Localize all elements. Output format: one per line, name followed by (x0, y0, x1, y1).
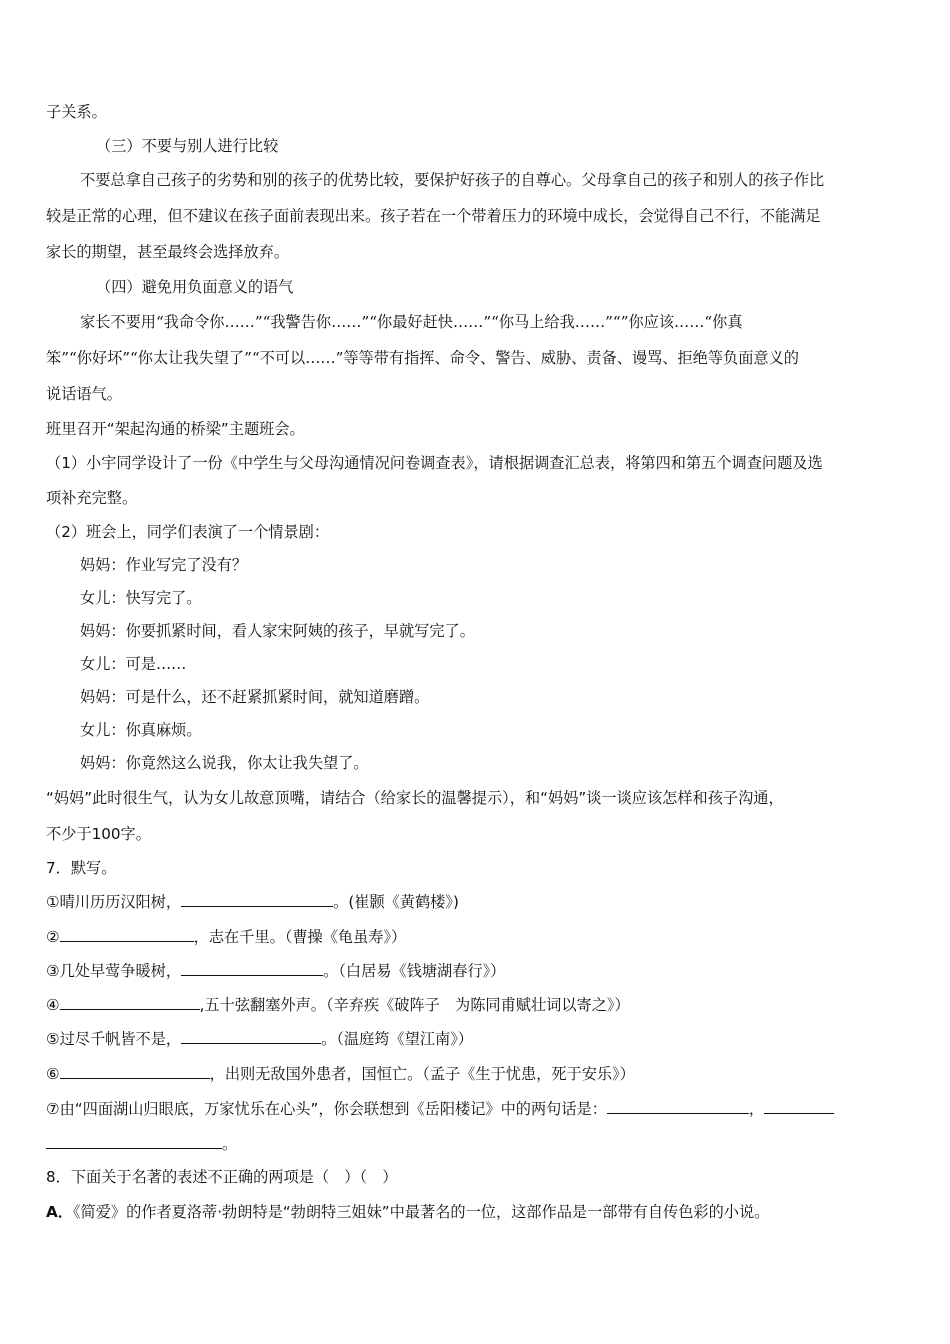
q6-part1-line-2: 项补充完整。 (46, 489, 138, 507)
option-a-label: A． (46, 1203, 73, 1221)
q8-title: 8．下面关于名著的表述不正确的两项是（ ）（ ） (46, 1168, 398, 1186)
para-4-line-2: 笨”“你好坏”“你太让我失望了”“不可以……”等等带有指挥、命令、警告、威胁、责备、谩骂、拒绝等负面意义的 (46, 349, 799, 367)
q7-item-3 (46, 959, 505, 982)
q6-task-line-2: 不少于100字。 (46, 825, 151, 843)
dialogue-line: 女儿：你真麻烦。 (80, 721, 202, 739)
answer-blank[interactable] (181, 1027, 321, 1044)
para-4-line-1: 家长不要用“我命令你……”“我警告你……”“你最好赶快……”“你马上给我……”“”你应该……“你真 (80, 313, 743, 331)
q7-item-1 (46, 890, 459, 913)
q7-item-7-end: 。 (222, 1135, 238, 1153)
q7-item-6-pre: ⑥ (46, 1065, 60, 1083)
para-3-line-1: 不要总拿自己孩子的劣势和别的孩子的优势比较，要保护好孩子的自尊心。父母拿自己的孩子和别人的孩子作比 (80, 171, 825, 189)
q7-item-5-post: 。（温庭筠《望江南》） (321, 1030, 473, 1048)
dialogue-line: 女儿：可是…… (80, 655, 187, 673)
para-3-line-3: 家长的期望，甚至最终会选择放弃。 (46, 243, 289, 261)
q7-title: 7．默写。 (46, 859, 117, 877)
q7-item-7 (46, 1097, 834, 1120)
para-4-line-3: 说话语气。 (46, 385, 122, 403)
answer-blank[interactable] (607, 1097, 749, 1114)
q7-item-7-cont (46, 1132, 237, 1155)
answer-blank[interactable] (764, 1097, 834, 1114)
q7-item-2-post: ，志在千里。（曹操《龟虽寿》） (193, 928, 407, 946)
q7-item-4-pre: ④ (46, 996, 60, 1014)
q7-item-6-post: ，出则无敌国外患者，国恒亡。（孟子《生于忧患，死于安乐》） (209, 1065, 635, 1083)
answer-blank[interactable] (60, 993, 200, 1010)
para-tail: 子关系。 (46, 103, 107, 121)
q6-intro: 班里召开“架起沟通的桥梁”主题班会。 (46, 420, 305, 438)
dialogue-line: 妈妈：作业写完了没有？ (80, 556, 248, 574)
q6-part2: （2）班会上，同学们表演了一个情景剧： (46, 523, 330, 541)
option-a-text: 《简爱》的作者夏洛蒂·勃朗特是“勃朗特三姐妹”中最著名的一位，这部作品是一部带有自传色彩的小说。 (72, 1203, 770, 1221)
q7-item-5-pre: ⑤过尽千帆皆不是， (46, 1030, 182, 1048)
q8-option-a[interactable] (46, 1201, 769, 1223)
q7-item-4-post: ,五十弦翻塞外声。（辛弃疾《破阵子 为陈同甫赋壮词以寄之》） (199, 996, 630, 1014)
answer-blank[interactable] (60, 1062, 210, 1079)
dialogue-line: 妈妈：你要抓紧时间，看人家宋阿姨的孩子，早就写完了。 (80, 622, 475, 640)
dialogue-line: 妈妈：你竟然这么说我，你太让我失望了。 (80, 754, 369, 772)
section-heading-3: （三）不要与别人进行比较 (96, 137, 279, 155)
dialogue-line: 妈妈：可是什么，还不赶紧抓紧时间，就知道磨蹭。 (80, 688, 430, 706)
dialogue-line: 女儿：快写完了。 (80, 589, 202, 607)
q7-item-1-post: 。(崔颢《黄鹤楼》) (333, 893, 459, 911)
q7-item-6 (46, 1062, 635, 1085)
answer-blank[interactable] (46, 1132, 222, 1149)
answer-blank[interactable] (181, 890, 333, 907)
q7-item-7-mid: ， (748, 1100, 765, 1118)
q6-part1-line-1: （1）小宇同学设计了一份《中学生与父母沟通情况问卷调查表》，请根据调查汇总表，将第四和第五个调查问题及选 (46, 454, 823, 472)
q7-item-2-pre: ② (46, 928, 60, 946)
answer-blank[interactable] (181, 959, 323, 976)
q7-item-4 (46, 993, 630, 1016)
section-heading-4: （四）避免用负面意义的语气 (96, 278, 294, 296)
q7-item-7-pre: ⑦由“四面湖山归眼底，万家忧乐在心头”，你会联想到《岳阳楼记》中的两句话是： (46, 1100, 607, 1118)
para-3-line-2: 较是正常的心理，但不建议在孩子面前表现出来。孩子若在一个带着压力的环境中成长，会觉得自己不行，不能满足 (46, 207, 821, 225)
q7-item-1-pre: ①晴川历历汉阳树， (46, 893, 182, 911)
q7-item-2 (46, 925, 406, 948)
q7-item-3-post: 。（白居易《钱塘湖春行》） (323, 962, 506, 980)
answer-blank[interactable] (60, 925, 194, 942)
q6-task-line-1: “妈妈”此时很生气，认为女儿故意顶嘴，请结合（给家长的温馨提示），和“妈妈”谈一谈应该怎样和孩子沟通， (46, 789, 784, 807)
q7-item-3-pre: ③几处早莺争暖树， (46, 962, 182, 980)
q7-item-5 (46, 1027, 473, 1050)
